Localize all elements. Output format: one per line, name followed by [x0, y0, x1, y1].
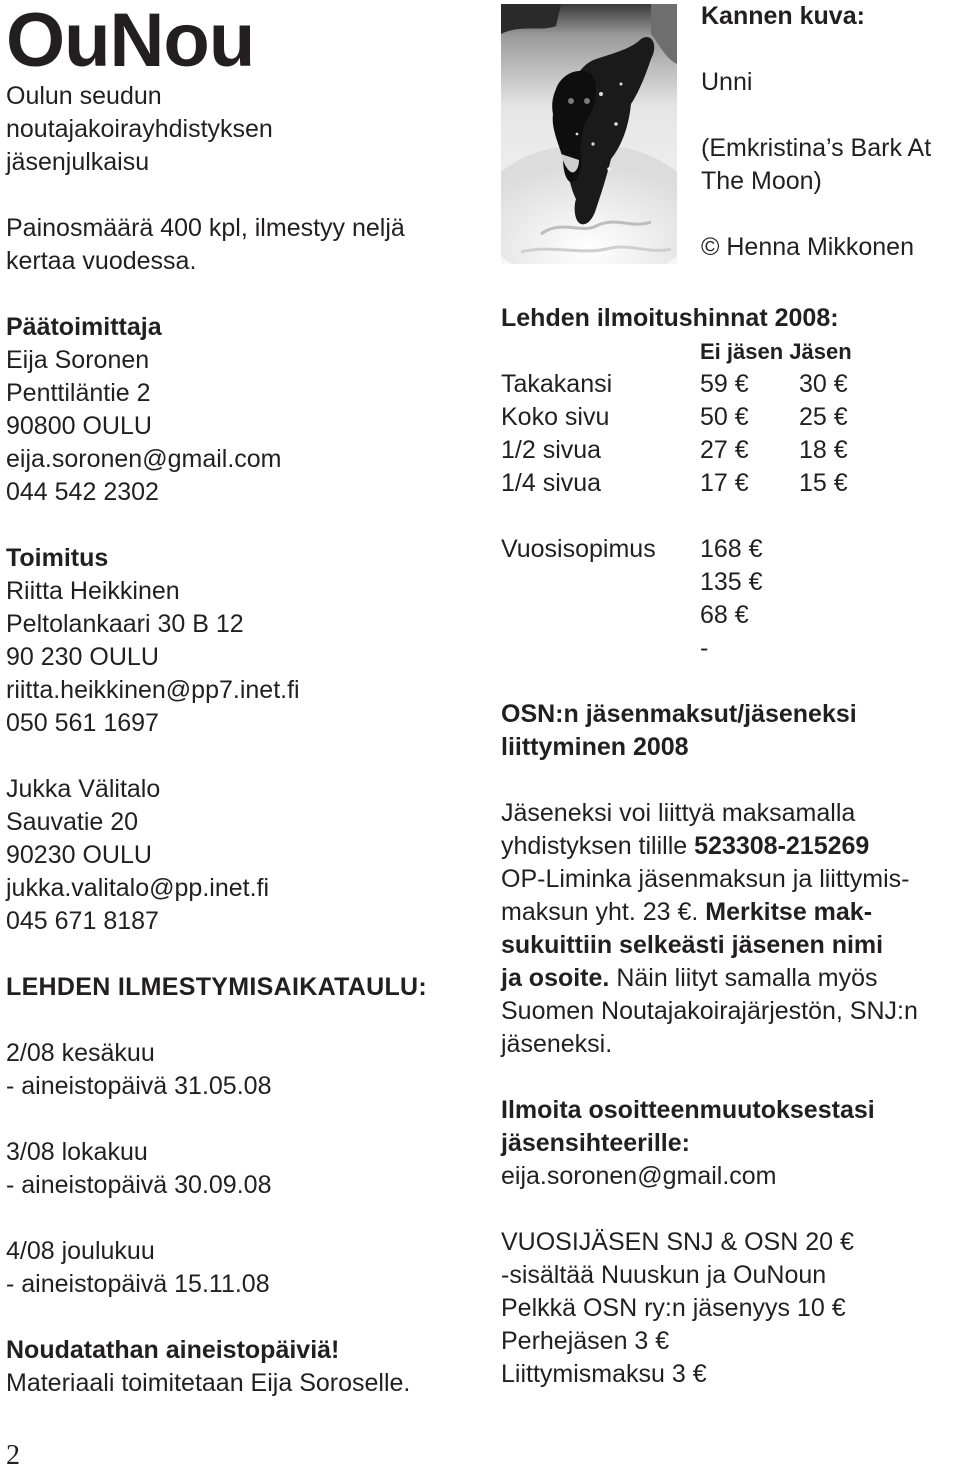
address-change-heading: Ilmoita osoitteenmuutoksestasi — [501, 1096, 875, 1124]
editorial-member-name: Riitta Heikkinen — [6, 577, 180, 605]
cover-photo-dog-running-in-snow — [501, 4, 677, 264]
annual-contract-row — [501, 533, 960, 566]
membership-text-part: yhdistyksen tilille — [501, 832, 695, 860]
ad-prices-heading: Lehden ilmoitushinnat 2008: — [501, 304, 839, 332]
annual-contract-value: 135 € — [700, 568, 763, 596]
ad-prices-col-headers: Ei jäsen Jäsen — [700, 339, 852, 364]
schedule-note-bold: Noudatathan aineistopäiviä! — [6, 1336, 340, 1364]
editor-in-chief-name: Eija Soronen — [6, 346, 150, 374]
cover-heading: Kannen kuva: — [701, 2, 865, 30]
editorial-member-street: Peltolankaari 30 B 12 — [6, 610, 244, 638]
editorial-heading: Toimitus — [6, 544, 109, 572]
editorial-member-email[interactable]: riitta.heikkinen@pp7.inet.fi — [6, 676, 300, 704]
ad-price-label: 1/2 sivua — [501, 436, 602, 464]
ad-price-label: Takakansi — [501, 370, 613, 398]
membership-text — [501, 830, 960, 863]
cover-caption — [701, 0, 960, 264]
editorial-member-email[interactable]: jukka.valitalo@pp.inet.fi — [6, 874, 270, 902]
membership-text — [501, 896, 960, 929]
cover-registered-name: (Emkristina’s Bark At — [701, 134, 932, 162]
editorial-member-name: Jukka Välitalo — [6, 775, 161, 803]
editorial-member-city: 90 230 OULU — [6, 643, 159, 671]
fee-line: VUOSIJÄSEN SNJ & OSN 20 € — [501, 1228, 854, 1256]
ad-price-non-member: 27 € — [700, 436, 749, 464]
ad-prices-header-row — [501, 335, 960, 368]
annual-contract-value: 168 € — [700, 535, 763, 563]
editorial-member-phone: 045 671 8187 — [6, 907, 159, 935]
masthead-subtitle-line: Oulun seudun — [6, 82, 162, 110]
ad-price-member: 18 € — [799, 436, 848, 464]
ad-price-non-member: 59 € — [700, 370, 749, 398]
circulation-line: Painosmäärä 400 kpl, ilmestyy neljä — [6, 214, 405, 242]
editor-in-chief-phone: 044 542 2302 — [6, 478, 159, 506]
annual-contract-label: Vuosisopimus — [501, 535, 656, 563]
annual-contract-row — [501, 632, 960, 665]
editorial-member-phone: 050 561 1697 — [6, 709, 159, 737]
annual-contract-row — [501, 599, 960, 632]
fee-line: -sisältää Nuuskun ja OuNoun — [501, 1261, 827, 1289]
schedule-issue: 2/08 kesäkuu — [6, 1039, 155, 1067]
ad-price-member: 15 € — [799, 469, 848, 497]
ad-price-label: Koko sivu — [501, 403, 610, 431]
masthead-subtitle-line: jäsenjulkaisu — [6, 148, 150, 176]
membership-text: Suomen Noutajakoirajärjestön, SNJ:n — [501, 997, 918, 1025]
membership-instruction: sukuittiin selkeästi jäsenen nimi — [501, 931, 884, 959]
membership-heading: OSN:n jäsenmaksut/jäseneksi — [501, 700, 857, 728]
editorial-member-city: 90230 OULU — [6, 841, 152, 869]
annual-contract-value: 68 € — [700, 601, 749, 629]
fee-line: Pelkkä OSN ry:n jäsenyys 10 € — [501, 1294, 846, 1322]
schedule-deadline: - aineistopäivä 15.11.08 — [6, 1270, 270, 1298]
fee-line: Perhejäsen 3 € — [501, 1327, 670, 1355]
address-change-heading: jäsensihteerille: — [501, 1129, 690, 1157]
ad-price-non-member: 17 € — [700, 469, 749, 497]
membership-text — [501, 962, 960, 995]
ad-price-row — [501, 467, 960, 500]
ad-price-row — [501, 368, 960, 401]
circulation-line: kertaa vuodessa. — [6, 247, 197, 275]
address-change-email[interactable]: eija.soronen@gmail.com — [501, 1162, 777, 1190]
ad-price-member: 30 € — [799, 370, 848, 398]
editorial-member-street: Sauvatie 20 — [6, 808, 139, 836]
membership-text-part: Näin liityt samalla myös — [609, 964, 878, 992]
ad-price-member: 25 € — [799, 403, 848, 431]
membership-text: Jäseneksi voi liittyä maksamalla — [501, 799, 856, 827]
editor-in-chief-street: Penttiläntie 2 — [6, 379, 151, 407]
membership-text: OP-Liminka jäsenmaksun ja liittymis- — [501, 865, 910, 893]
editor-in-chief-city: 90800 OULU — [6, 412, 152, 440]
membership-text: jäseneksi. — [501, 1030, 613, 1058]
schedule-deadline: - aineistopäivä 30.09.08 — [6, 1171, 272, 1199]
schedule-issue: 4/08 joulukuu — [6, 1237, 155, 1265]
membership-text-part: maksun yht. 23 €. — [501, 898, 706, 926]
page-number: 2 — [6, 1440, 20, 1471]
ad-price-label: 1/4 sivua — [501, 469, 602, 497]
membership-instruction: Merkitse mak- — [705, 898, 873, 926]
ad-price-non-member: 50 € — [700, 403, 749, 431]
ad-price-row — [501, 401, 960, 434]
annual-contract-value: - — [700, 634, 709, 662]
cover-dog-name: Unni — [701, 68, 753, 96]
ad-price-row — [501, 434, 960, 467]
membership-heading: liittyminen 2008 — [501, 733, 689, 761]
annual-contract-row — [501, 566, 960, 599]
masthead-title: OuNou — [6, 0, 255, 83]
bank-account-number: 523308-215269 — [694, 832, 870, 860]
schedule-issue: 3/08 lokakuu — [6, 1138, 148, 1166]
cover-copyright: © Henna Mikkonen — [701, 233, 914, 261]
left-column — [6, 0, 476, 1400]
schedule-heading: LEHDEN ILMESTYMISAIKATAULU: — [6, 973, 428, 1001]
membership-instruction: ja osoite. — [501, 964, 610, 992]
cover-registered-name: The Moon) — [701, 167, 822, 195]
masthead-subtitle-line: noutajakoirayhdistyksen — [6, 115, 273, 143]
cover-photo — [501, 4, 677, 264]
schedule-note: Materiaali toimitetaan Eija Soroselle. — [6, 1369, 411, 1397]
editor-in-chief-email[interactable]: eija.soronen@gmail.com — [6, 445, 282, 473]
right-column — [501, 302, 960, 1391]
schedule-deadline: - aineistopäivä 31.05.08 — [6, 1072, 272, 1100]
editor-in-chief-heading: Päätoimittaja — [6, 313, 162, 341]
fee-line: Liittymismaksu 3 € — [501, 1360, 707, 1388]
